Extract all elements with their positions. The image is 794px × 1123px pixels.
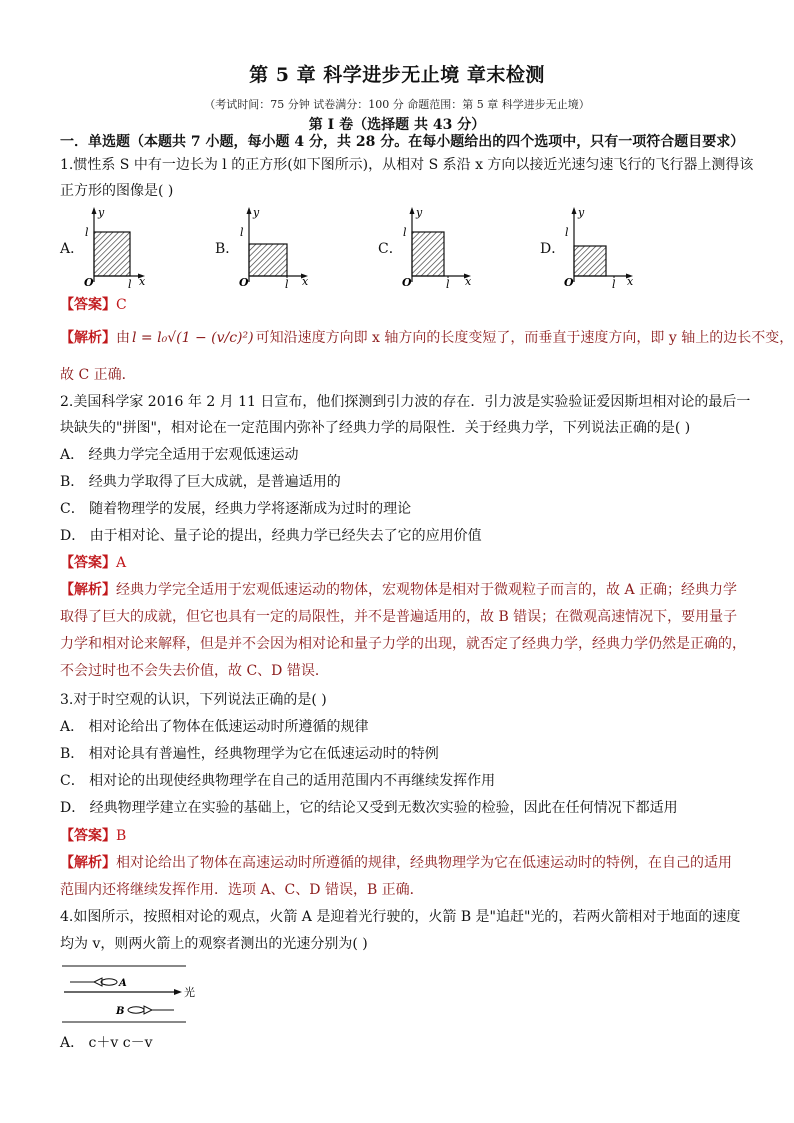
- q1-analysis-post: 可知沿速度方向即 x 轴方向的长度变短了，而垂直于速度方向，即 y 轴上的边长不变，: [255, 330, 794, 346]
- q3-answer: [60, 826, 126, 846]
- analysis-label: 【解析】: [60, 330, 116, 346]
- q3-option-d: D． 经典物理学建立在实验的基础上，它的结论又受到无数次实验的检验，因此在任何情况下都适用: [60, 800, 678, 816]
- q1-option-d-label: D．: [540, 241, 566, 257]
- svg-text:x: x: [465, 275, 472, 288]
- q2-option-a: A． 经典力学完全适用于宏观低速运动: [60, 447, 299, 463]
- exam-meta: （考试时间：75 分钟 试卷满分：100 分 命题范围：第 5 章 科学进步无止境）: [204, 98, 590, 111]
- svg-text:O: O: [84, 276, 94, 289]
- q3-option-b: B． 相对论具有普遍性，经典物理学为它在低速运动时的特例: [60, 746, 439, 762]
- q2-analysis-line2: 取得了巨大的成就，但它也具有一定的局限性，并不是普遍适用的，故 B 错误；在微观高速情况下，要用量子: [60, 609, 738, 625]
- q2-stem-line1: 2.美国科学家 2016 年 2 月 11 日宣布，他们探测到引力波的存在．引力波是实验验证爱因斯坦相对论的最后一: [60, 394, 751, 410]
- q1-figure-b: [237, 206, 311, 290]
- q2-analysis-line3: 力学和相对论来解释，但是并不会因为相对论和量子力学的出现，就否定了经典力学，经典力学仍然是正确的，: [60, 636, 746, 652]
- svg-text:l: l: [285, 278, 289, 290]
- svg-text:l: l: [612, 278, 616, 290]
- q2-analysis-line1: [60, 580, 737, 600]
- q1-answer-value: C: [116, 297, 127, 313]
- svg-text:l: l: [240, 226, 244, 239]
- analysis-label: 【解析】: [60, 855, 116, 871]
- q2-option-b: B． 经典力学取得了巨大成就，是普遍适用的: [60, 474, 341, 490]
- q2-analysis-line4: 不会过时也不会失去价值，故 C、D 错误．: [60, 663, 329, 679]
- svg-text:y: y: [578, 206, 585, 219]
- q2-answer-value: A: [116, 555, 127, 571]
- q3-analysis-line1: [60, 853, 732, 873]
- svg-text:y: y: [253, 206, 260, 219]
- q3-analysis-text1: 相对论给出了物体在高速运动时所遵循的规律，经典物理学为它在低速运动时的特例，在自己的适用: [116, 855, 732, 871]
- answer-label: 【答案】: [60, 828, 116, 844]
- q3-stem: 3.对于时空观的认识，下列说法正确的是( ): [60, 692, 327, 708]
- q1-stem-line1: 1.惯性系 S 中有一边长为 l 的正方形(如下图所示)，从相对 S 系沿 x 方向以接近光速匀速飞行的飞行器上测得该: [60, 157, 754, 173]
- q1-analysis-pre: 由: [116, 330, 130, 346]
- q1-figure-d: [562, 206, 636, 290]
- svg-text:l: l: [403, 226, 407, 239]
- q4-stem-line1: 4.如图所示，按照相对论的观点，火箭 A 是迎着光行驶的，火箭 B 是"追赶"光的，若两火箭相对于地面的速度: [60, 909, 741, 925]
- analysis-label: 【解析】: [60, 582, 116, 598]
- q2-option-d: D． 由于相对论、量子论的提出，经典力学已经失去了它的应用价值: [60, 528, 482, 544]
- q1-figure-c: [400, 206, 474, 290]
- q1-answer: [60, 295, 127, 315]
- svg-text:O: O: [239, 276, 249, 289]
- page-title: 第 5 章 科学进步无止境 章末检测: [249, 64, 545, 86]
- q1-option-c-label: C．: [378, 241, 403, 257]
- q1-stem-line2: 正方形的图像是( ): [60, 183, 174, 199]
- q2-option-c: C． 随着物理学的发展，经典力学将逐渐成为过时的理论: [60, 501, 412, 517]
- q4-option-a: A． c＋v c－v: [60, 1035, 153, 1051]
- q4-rocket-figure: [60, 962, 200, 1026]
- q1-analysis-line1: [60, 328, 793, 348]
- q1-figure-a: [82, 206, 146, 290]
- rocket-a-label: A: [119, 978, 127, 989]
- q3-option-a: A． 相对论给出了物体在低速运动时所遵循的规律: [60, 719, 369, 735]
- q3-analysis-line2: 范围内还将继续发挥作用．选项 A、C、D 错误，B 正确．: [60, 882, 424, 898]
- q1-analysis-line2: 故 C 正确．: [60, 367, 136, 383]
- svg-text:y: y: [416, 206, 423, 219]
- svg-text:x: x: [139, 275, 146, 288]
- svg-text:l: l: [565, 226, 569, 239]
- q2-analysis-text1: 经典力学完全适用于宏观低速运动的物体，宏观物体是相对于微观粒子而言的，故 A 正确；经典力学: [116, 582, 738, 598]
- svg-text:l: l: [446, 278, 450, 290]
- svg-text:O: O: [564, 276, 574, 289]
- q1-option-a-label: A．: [60, 241, 85, 257]
- svg-text:x: x: [627, 275, 634, 288]
- answer-label: 【答案】: [60, 297, 116, 313]
- q2-stem-line2: 块缺失的"拼图"，相对论在一定范围内弥补了经典力学的局限性．关于经典力学，下列说法正确的是( ): [60, 420, 691, 436]
- q1-formula: l = l₀√(1 − (v/c)²): [132, 330, 254, 346]
- light-label: 光: [184, 986, 195, 999]
- q4-stem-line2: 均为 v，则两火箭上的观察者测出的光速分别为( ): [60, 936, 368, 952]
- section-heading: 一．单选题（本题共 7 小题，每小题 4 分，共 28 分。在每小题给出的四个选项中，只有一项符合题目要求）: [60, 134, 745, 150]
- svg-text:O: O: [402, 276, 412, 289]
- svg-text:l: l: [85, 226, 89, 239]
- svg-text:l: l: [128, 278, 132, 290]
- q2-answer: [60, 553, 126, 573]
- q3-option-c: C． 相对论的出现使经典物理学在自己的适用范围内不再继续发挥作用: [60, 773, 496, 789]
- svg-text:y: y: [98, 206, 105, 219]
- svg-text:x: x: [302, 275, 309, 288]
- volume-heading: 第 I 卷（选择题 共 43 分）: [308, 117, 486, 133]
- q1-option-b-label: B．: [215, 241, 240, 257]
- q3-answer-value: B: [116, 828, 127, 844]
- answer-label: 【答案】: [60, 555, 116, 571]
- rocket-b-label: B: [116, 1006, 125, 1017]
